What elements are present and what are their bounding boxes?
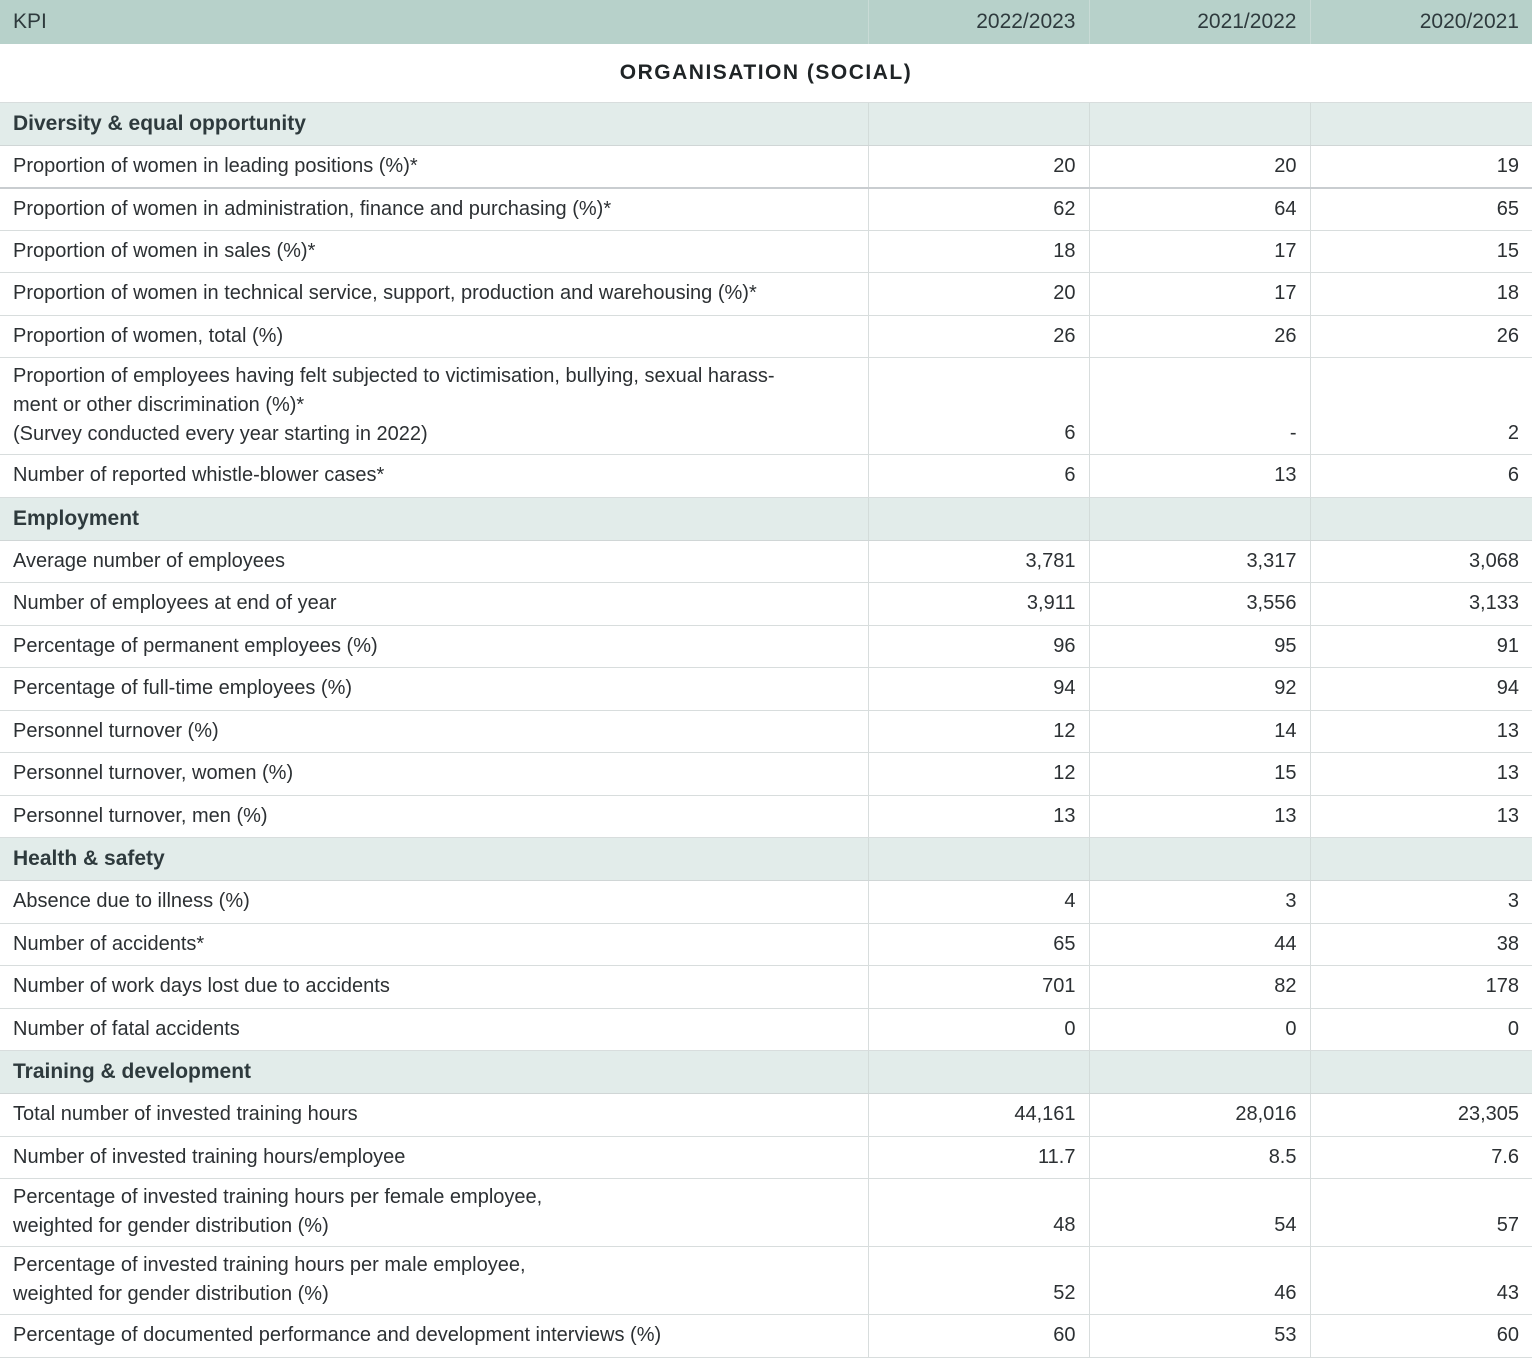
kpi-value: 7.6 [1310,1136,1532,1179]
kpi-label-line: (Survey conducted every year starting in 2022) [13,423,428,445]
table-row [0,668,1532,711]
section-empty-cell [868,102,1089,145]
kpi-value: 3,133 [1310,583,1532,626]
kpi-value: 19 [1310,145,1532,188]
kpi-label: Percentage of documented performance and development interviews (%) [0,1315,868,1358]
section-empty-cell [1089,838,1310,881]
table-row [0,315,1532,358]
kpi-label: Personnel turnover, men (%) [0,795,868,838]
kpi-value: 43 [1310,1247,1532,1315]
kpi-label-line: ment or other discrimination (%)* [13,394,305,416]
kpi-value: 48 [868,1179,1089,1247]
table-title: ORGANISATION (SOCIAL) [0,44,1532,102]
kpi-value: 3,781 [868,540,1089,583]
kpi-label: Proportion of women in technical service, support, production and warehousing (%)* [0,273,868,316]
kpi-label: Number of reported whistle-blower cases* [0,455,868,498]
kpi-value: 64 [1089,188,1310,231]
table-title-row [0,44,1532,102]
table-row [0,1094,1532,1137]
table-row [0,625,1532,668]
kpi-value: 13 [868,795,1089,838]
kpi-value: 13 [1310,753,1532,796]
kpi-value: 20 [1089,145,1310,188]
kpi-value: 60 [1310,1315,1532,1358]
table-row [0,753,1532,796]
table-row [0,540,1532,583]
kpi-value: 0 [868,1008,1089,1051]
table-row [0,188,1532,231]
kpi-label-line: Percentage of invested training hours per female employee, [13,1186,543,1208]
kpi-label-line: Percentage of invested training hours per male employee, [13,1254,526,1276]
kpi-label: Number of accidents* [0,923,868,966]
kpi-label: Personnel turnover, women (%) [0,753,868,796]
kpi-label: Number of employees at end of year [0,583,868,626]
kpi-value: 54 [1089,1179,1310,1247]
kpi-value: 13 [1310,795,1532,838]
section-empty-cell [1089,1051,1310,1094]
kpi-label-line: weighted for gender distribution (%) [13,1283,329,1305]
kpi-label: Average number of employees [0,540,868,583]
kpi-value: 96 [868,625,1089,668]
table-header-row [0,0,1532,44]
kpi-value: 3,068 [1310,540,1532,583]
section-title: Diversity & equal opportunity [0,102,868,145]
section-header-row [0,102,1532,145]
kpi-value: 18 [1310,273,1532,316]
kpi-value: 92 [1089,668,1310,711]
kpi-value: 28,016 [1089,1094,1310,1137]
table-row [0,1008,1532,1051]
section-empty-cell [1310,1051,1532,1094]
section-empty-cell [868,838,1089,881]
table-row [0,455,1532,498]
section-empty-cell [1089,497,1310,540]
kpi-value: 12 [868,753,1089,796]
kpi-value: 6 [868,455,1089,498]
table-row [0,358,1532,455]
kpi-value: 65 [868,923,1089,966]
kpi-value: 23,305 [1310,1094,1532,1137]
kpi-value: 53 [1089,1315,1310,1358]
table-row [0,1315,1532,1358]
kpi-value: 26 [1089,315,1310,358]
section-empty-cell [1310,497,1532,540]
kpi-label: Percentage of full-time employees (%) [0,668,868,711]
table-row [0,1179,1532,1247]
section-title: Training & development [0,1051,868,1094]
kpi-label: Number of work days lost due to accidents [0,966,868,1009]
kpi-label: Proportion of women, total (%) [0,315,868,358]
table-row [0,710,1532,753]
kpi-label-line: Proportion of employees having felt subjected to victimisation, bullying, sexual harass- [13,365,775,387]
kpi-label: Proportion of women in sales (%)* [0,230,868,273]
kpi-value: 6 [1310,455,1532,498]
kpi-value: 91 [1310,625,1532,668]
kpi-value: 4 [868,881,1089,924]
kpi-value: 44,161 [868,1094,1089,1137]
kpi-value: 0 [1310,1008,1532,1051]
kpi-value: 94 [1310,668,1532,711]
kpi-value: 57 [1310,1179,1532,1247]
table-row [0,145,1532,188]
kpi-value: 11.7 [868,1136,1089,1179]
kpi-label-line: weighted for gender distribution (%) [13,1215,329,1237]
table-row [0,230,1532,273]
kpi-label [0,1247,868,1315]
kpi-label: Personnel turnover (%) [0,710,868,753]
section-header-row [0,838,1532,881]
section-empty-cell [868,497,1089,540]
table-row [0,881,1532,924]
kpi-value: 3,317 [1089,540,1310,583]
section-empty-cell [868,1051,1089,1094]
table-row [0,923,1532,966]
kpi-value: 13 [1089,455,1310,498]
kpi-value: 3,911 [868,583,1089,626]
kpi-value: 26 [1310,315,1532,358]
kpi-value: 95 [1089,625,1310,668]
kpi-value: 20 [868,273,1089,316]
kpi-column-header: KPI [0,0,868,44]
kpi-label [0,1179,868,1247]
kpi-value: 60 [868,1315,1089,1358]
section-header-row [0,497,1532,540]
section-title: Health & safety [0,838,868,881]
kpi-value: 0 [1089,1008,1310,1051]
kpi-value: 6 [868,358,1089,455]
kpi-value: 12 [868,710,1089,753]
kpi-value: 94 [868,668,1089,711]
table-row [0,1247,1532,1315]
kpi-label: Proportion of women in leading positions (%)* [0,145,868,188]
kpi-value: 8.5 [1089,1136,1310,1179]
kpi-value: - [1089,358,1310,455]
kpi-label: Absence due to illness (%) [0,881,868,924]
kpi-value: 62 [868,188,1089,231]
kpi-value: 17 [1089,273,1310,316]
kpi-value: 82 [1089,966,1310,1009]
kpi-label: Total number of invested training hours [0,1094,868,1137]
section-empty-cell [1310,838,1532,881]
kpi-value: 38 [1310,923,1532,966]
kpi-label: Proportion of women in administration, finance and purchasing (%)* [0,188,868,231]
kpi-value: 2 [1310,358,1532,455]
kpi-value: 15 [1310,230,1532,273]
table-row [0,583,1532,626]
table-row [0,273,1532,316]
section-empty-cell [1089,102,1310,145]
kpi-label: Percentage of permanent employees (%) [0,625,868,668]
kpi-value: 3 [1310,881,1532,924]
section-empty-cell [1310,102,1532,145]
table-row [0,966,1532,1009]
section-title: Employment [0,497,868,540]
kpi-value: 3 [1089,881,1310,924]
table-row [0,795,1532,838]
table-row [0,1136,1532,1179]
kpi-value: 26 [868,315,1089,358]
kpi-value: 44 [1089,923,1310,966]
kpi-value: 65 [1310,188,1532,231]
year-column-header: 2021/2022 [1089,0,1310,44]
year-column-header: 2022/2023 [868,0,1089,44]
kpi-value: 20 [868,145,1089,188]
kpi-value: 13 [1310,710,1532,753]
kpi-value: 15 [1089,753,1310,796]
kpi-value: 178 [1310,966,1532,1009]
kpi-value: 14 [1089,710,1310,753]
kpi-value: 18 [868,230,1089,273]
section-header-row [0,1051,1532,1094]
kpi-value: 17 [1089,230,1310,273]
kpi-value: 13 [1089,795,1310,838]
kpi-value: 46 [1089,1247,1310,1315]
kpi-value: 52 [868,1247,1089,1315]
kpi-value: 701 [868,966,1089,1009]
kpi-label [0,358,868,455]
year-column-header: 2020/2021 [1310,0,1532,44]
kpi-label: Number of invested training hours/employee [0,1136,868,1179]
kpi-value: 3,556 [1089,583,1310,626]
kpi-label: Number of fatal accidents [0,1008,868,1051]
